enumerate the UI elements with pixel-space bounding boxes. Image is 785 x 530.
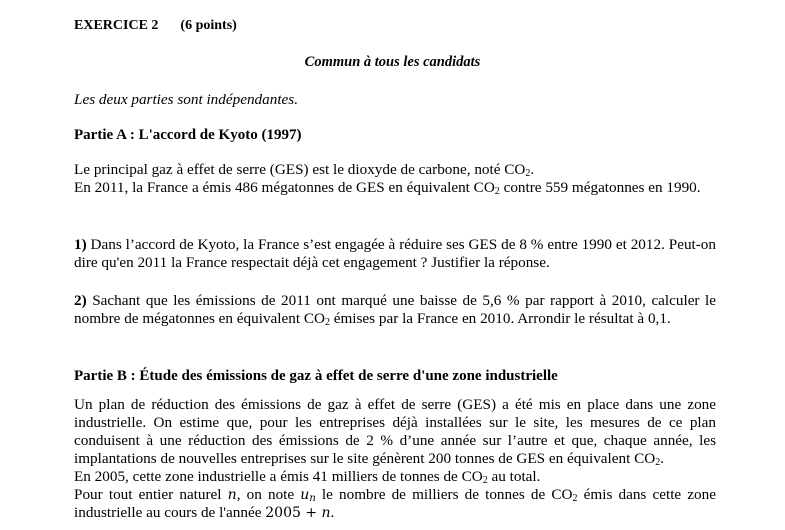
question-2-text: Sachant que les émissions de 2011 ont marqué une baisse de 5,6 % par rapport à 2010, calculer le nombre de mégatonnes en équivalent CO [74,292,716,327]
intro-line-1: Le principal gaz à effet de serre (GES) est le dioxyde de carbone, noté $CO_2$. [74,161,535,179]
exercise-header [74,17,237,35]
exercise-points: (6 points) [180,18,237,33]
part-b-title: Partie B : Étude des émissions de gaz à effet de serre d'une zone industrielle [74,368,558,384]
question-1 [74,236,716,272]
question-1-number: 1) [74,236,87,253]
part-b-paragraph-1: Un plan de réduction des émissions de gaz à effet de serre (GES) a été mis en place dans une zone industrielle. On estime que, pour les entreprises déjà installées sur le site, les mesures de ce plan conduisent à une réduction des émissions de 2 % d’une année sur l’autre et que, chaque année, les implantations de nouvelles entreprises sur le site génèrent 200 tonnes de GES en équivalent $CO_2$. [74,396,716,468]
exercise-title: EXERCICE 2 [74,18,159,33]
part-b-paragraph-2: En 2005, cette zone industrielle a émis 41 milliers de tonnes de $CO_2$ au total. [74,468,541,486]
intro-line-2: En 2011, la France a émis 486 mégatonnes de GES en équivalent $CO_2$ contre 559 mégatonnes en 1990. [74,179,701,197]
question-1-text: Dans l’accord de Kyoto, la France s’est engagée à réduire ses GES de 8 % entre 1990 et 2012. Peut-on dire qu'en 2011 la France respectait déjà cet engagement ? Justifier la réponse. [74,236,716,271]
question-2: 2) Sachant que les émissions de 2011 ont marqué une baisse de 5,6 % par rapport à 2010, calculer le nombre de mégatonnes en équivalent $CO_2$ émises par la France en 2010. Arrondir le résultat à 0,1. [74,292,716,328]
part-b-text [74,396,716,522]
part-a-title: Partie A : L'accord de Kyoto (1997) [74,127,302,143]
part-a-intro [74,161,716,197]
independent-note: Les deux parties sont indépendantes. [74,91,298,108]
question-2-number: 2) [74,292,87,309]
part-b-paragraph-3: Pour tout entier naturel n, on note $u_n$ le nombre de milliers de tonnes de $CO_2$ émis dans cette zone industrielle au cours de l'année 2005 + n. [74,486,716,521]
common-label: Commun à tous les candidats [304,54,481,70]
